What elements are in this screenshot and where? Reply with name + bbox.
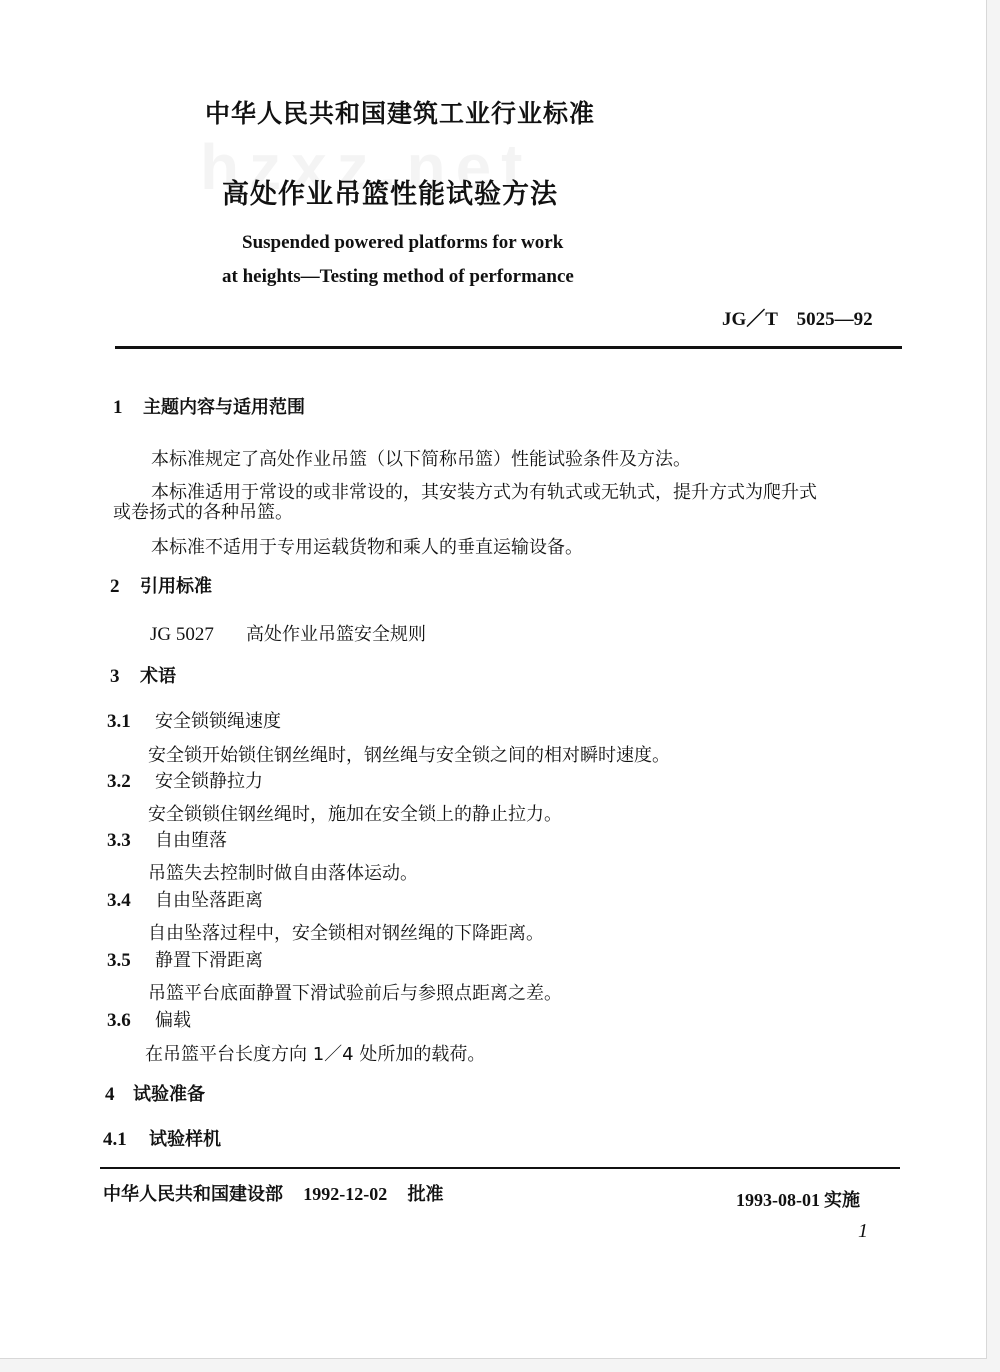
organization-header: 中华人民共和国建筑工业行业标准 xyxy=(205,99,596,128)
term-3-2-heading xyxy=(107,767,263,793)
term-number: 3.5 xyxy=(107,950,131,971)
document-title-en-line1: Suspended powered platforms for work xyxy=(242,232,564,253)
term-3-5-heading xyxy=(107,946,263,972)
section-1-para-2-line-1: 本标准适用于常设的或非常设的，其安装方式为有轨式或无轨式，提升方式为爬升式 xyxy=(151,482,817,503)
term-number: 3.1 xyxy=(107,711,131,732)
section-title: 术语 xyxy=(140,666,176,687)
term-3-2-definition: 安全锁锁住钢丝绳时，施加在安全锁上的静止拉力。 xyxy=(148,804,562,825)
section-2-heading xyxy=(110,572,212,598)
term-number: 3.3 xyxy=(107,830,131,851)
term-3-1-definition: 安全锁开始锁住钢丝绳时，钢丝绳与安全锁之间的相对瞬时速度。 xyxy=(148,745,670,766)
reference-item xyxy=(150,620,426,646)
section-1-para-1: 本标准规定了高处作业吊篮（以下简称吊篮）性能试验条件及方法。 xyxy=(151,449,691,470)
section-number: 3 xyxy=(110,666,120,687)
subsection-4-1-heading xyxy=(103,1125,221,1151)
section-4-heading xyxy=(105,1080,205,1106)
section-number: 1 xyxy=(113,397,123,418)
implement-label: 实施 xyxy=(824,1190,860,1211)
term-3-4-heading xyxy=(107,886,263,912)
document-title-cn: 高处作业吊篮性能试验方法 xyxy=(222,179,558,210)
term-title: 安全锁静拉力 xyxy=(155,771,263,792)
term-title: 自由堕落 xyxy=(155,830,227,851)
section-title: 主题内容与适用范围 xyxy=(143,397,305,418)
term-3-3-definition: 吊篮失去控制时做自由落体运动。 xyxy=(148,863,418,884)
section-title: 试验准备 xyxy=(133,1084,205,1105)
term-number: 3.6 xyxy=(107,1010,131,1031)
approve-label: 批准 xyxy=(407,1184,444,1205)
footer-divider xyxy=(100,1167,900,1169)
term-title: 安全锁锁绳速度 xyxy=(155,711,281,732)
approval-line xyxy=(103,1180,444,1206)
subsection-number: 4.1 xyxy=(103,1129,127,1150)
term-number: 3.2 xyxy=(107,771,131,792)
term-3-1-heading xyxy=(107,707,281,733)
section-1-heading xyxy=(113,393,305,419)
term-number: 3.4 xyxy=(107,890,131,911)
section-3-heading xyxy=(110,662,176,688)
reference-title: 高处作业吊篮安全规则 xyxy=(246,624,426,645)
term-title: 自由坠落距离 xyxy=(155,890,263,911)
standard-code: JG／T 5025—92 xyxy=(722,309,873,330)
section-1-para-2-line-2: 或卷扬式的各种吊篮。 xyxy=(113,502,293,523)
term-title: 静置下滑距离 xyxy=(155,950,263,971)
issuer: 中华人民共和国建设部 xyxy=(103,1184,283,1205)
page-number: 1 xyxy=(858,1220,868,1242)
term-3-4-definition: 自由坠落过程中，安全锁相对钢丝绳的下降距离。 xyxy=(148,923,544,944)
term-3-5-definition: 吊篮平台底面静置下滑试验前后与参照点距离之差。 xyxy=(148,983,562,1004)
approve-date: 1992-12-02 xyxy=(303,1184,388,1204)
reference-code: JG 5027 xyxy=(150,624,214,645)
subsection-title: 试验样机 xyxy=(149,1129,221,1150)
section-number: 2 xyxy=(110,576,120,597)
document-title-en-line2: at heights—Testing method of performance xyxy=(222,266,574,287)
section-title: 引用标准 xyxy=(140,576,212,597)
implement-date: 1993-08-01 xyxy=(736,1190,820,1210)
term-3-6-definition: 在吊篮平台长度方向 1／4 处所加的载荷。 xyxy=(145,1044,486,1065)
section-number: 4 xyxy=(105,1084,115,1105)
term-title: 偏载 xyxy=(155,1010,191,1031)
implementation-line xyxy=(736,1186,860,1212)
term-3-3-heading xyxy=(107,826,227,852)
header-divider xyxy=(115,346,902,349)
term-3-6-heading xyxy=(107,1006,191,1032)
section-1-para-3: 本标准不适用于专用运载货物和乘人的垂直运输设备。 xyxy=(151,537,583,558)
